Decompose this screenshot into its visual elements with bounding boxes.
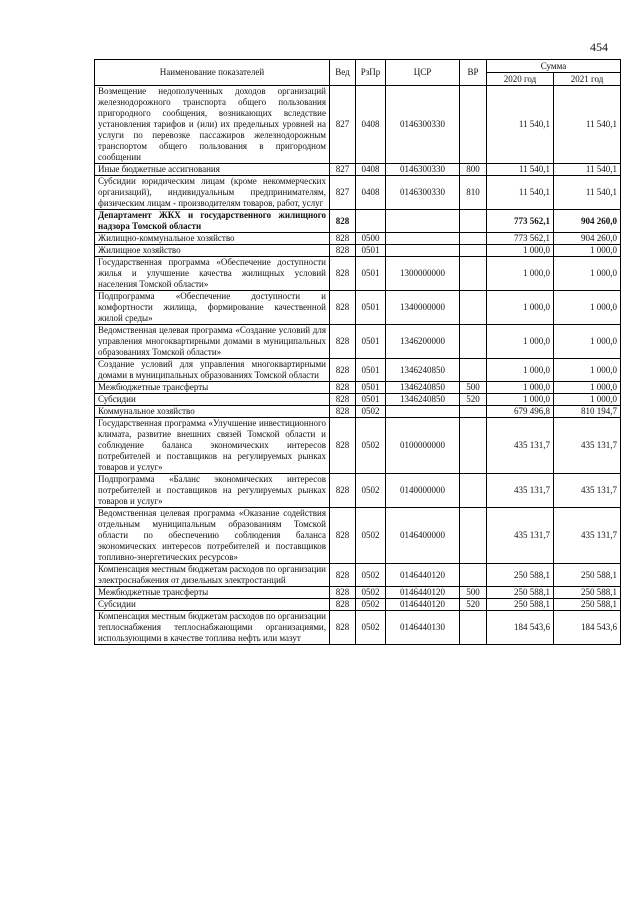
row-rzpr-cell: 0502 bbox=[356, 611, 386, 645]
row-2020-cell: 435 131,7 bbox=[487, 508, 554, 564]
row-2021-cell: 250 588,1 bbox=[554, 599, 621, 611]
row-csr-cell: 0146440120 bbox=[386, 587, 460, 599]
row-2020-cell: 250 588,1 bbox=[487, 599, 554, 611]
row-2021-cell: 1 000,0 bbox=[554, 359, 621, 382]
row-rzpr-cell: 0502 bbox=[356, 599, 386, 611]
row-vr-cell: 500 bbox=[460, 382, 487, 394]
table-row bbox=[95, 474, 621, 508]
header-2020: 2020 год bbox=[487, 73, 554, 86]
row-name-cell: Возмещение недополученных доходов организаций железнодорожного транспорта общего пользования пригородного сообщения, возникающих вследствие установления тарифов и (или) их предельных уровней на услуги по перевозке пассажиров железнодорожным транспортом общего пользования в пригородном сообщении bbox=[95, 86, 330, 164]
table-body bbox=[95, 86, 621, 645]
row-ved-cell: 828 bbox=[330, 382, 356, 394]
row-csr-cell: 0146440130 bbox=[386, 611, 460, 645]
row-ved-cell: 828 bbox=[330, 291, 356, 325]
row-ved-cell: 827 bbox=[330, 86, 356, 164]
row-csr-cell: 0146300330 bbox=[386, 86, 460, 164]
row-rzpr-cell: 0501 bbox=[356, 257, 386, 291]
row-vr-cell bbox=[460, 245, 487, 257]
table-row bbox=[95, 508, 621, 564]
row-2020-cell: 250 588,1 bbox=[487, 564, 554, 587]
row-ved-cell: 828 bbox=[330, 325, 356, 359]
row-vr-cell: 500 bbox=[460, 587, 487, 599]
row-2021-cell: 435 131,7 bbox=[554, 418, 621, 474]
row-csr-cell: 0146300330 bbox=[386, 176, 460, 210]
row-rzpr-cell: 0408 bbox=[356, 176, 386, 210]
row-2021-cell: 435 131,7 bbox=[554, 474, 621, 508]
row-2021-cell: 435 131,7 bbox=[554, 508, 621, 564]
row-csr-cell: 1346240850 bbox=[386, 382, 460, 394]
header-csr: ЦСР bbox=[386, 60, 460, 86]
header-rzpr: РзПр bbox=[356, 60, 386, 86]
row-vr-cell bbox=[460, 291, 487, 325]
row-rzpr-cell: 0502 bbox=[356, 474, 386, 508]
row-2021-cell: 810 194,7 bbox=[554, 406, 621, 418]
row-vr-cell bbox=[460, 418, 487, 474]
row-csr-cell: 0146440120 bbox=[386, 599, 460, 611]
row-2021-cell: 1 000,0 bbox=[554, 257, 621, 291]
row-name-cell: Ведомственная целевая программа «Создание условий для управления многоквартирными домами в муниципальных образованиях Томской области» bbox=[95, 325, 330, 359]
budget-table bbox=[94, 59, 621, 645]
row-rzpr-cell: 0408 bbox=[356, 86, 386, 164]
row-name-cell: Департамент ЖКХ и государственного жилищного надзора Томской области bbox=[95, 210, 330, 233]
row-csr-cell: 1346240850 bbox=[386, 394, 460, 406]
row-csr-cell: 0146400000 bbox=[386, 508, 460, 564]
row-csr-cell: 1300000000 bbox=[386, 257, 460, 291]
row-vr-cell bbox=[460, 611, 487, 645]
row-name-cell: Межбюджетные трансферты bbox=[95, 587, 330, 599]
row-csr-cell: 1346200000 bbox=[386, 325, 460, 359]
row-rzpr-cell: 0501 bbox=[356, 394, 386, 406]
table-row bbox=[95, 86, 621, 164]
row-2021-cell: 1 000,0 bbox=[554, 382, 621, 394]
header-sum: Сумма bbox=[487, 60, 621, 73]
row-2020-cell: 250 588,1 bbox=[487, 587, 554, 599]
row-csr-cell bbox=[386, 245, 460, 257]
table-row bbox=[95, 325, 621, 359]
row-rzpr-cell: 0500 bbox=[356, 233, 386, 245]
row-vr-cell bbox=[460, 474, 487, 508]
row-rzpr-cell: 0502 bbox=[356, 406, 386, 418]
row-ved-cell: 828 bbox=[330, 233, 356, 245]
row-vr-cell: 810 bbox=[460, 176, 487, 210]
row-csr-cell: 0146300330 bbox=[386, 164, 460, 176]
table-row bbox=[95, 176, 621, 210]
row-ved-cell: 828 bbox=[330, 359, 356, 382]
table-row bbox=[95, 587, 621, 599]
row-2021-cell: 1 000,0 bbox=[554, 394, 621, 406]
row-ved-cell: 827 bbox=[330, 164, 356, 176]
row-rzpr-cell: 0501 bbox=[356, 325, 386, 359]
row-2020-cell: 1 000,0 bbox=[487, 245, 554, 257]
table-row bbox=[95, 257, 621, 291]
row-2020-cell: 679 496,8 bbox=[487, 406, 554, 418]
row-csr-cell bbox=[386, 210, 460, 233]
row-name-cell: Государственная программа «Улучшение инвестиционного климата, развитие внешних связей Томской области и соблюдение баланса экономических интересов потребителей и поставщиков на регулируемых рынках товаров и услуг» bbox=[95, 418, 330, 474]
header-name: Наименование показателей bbox=[95, 60, 330, 86]
row-vr-cell bbox=[460, 86, 487, 164]
table-row bbox=[95, 210, 621, 233]
row-name-cell: Подпрограмма «Обеспечение доступности и комфортности жилища, формирование качественной жилой среды» bbox=[95, 291, 330, 325]
row-name-cell: Компенсация местным бюджетам расходов по организации электроснабжения от дизельных электростанций bbox=[95, 564, 330, 587]
row-2020-cell: 773 562,1 bbox=[487, 210, 554, 233]
row-name-cell: Государственная программа «Обеспечение доступности жилья и улучшение качества жилищных условий населения Томской области» bbox=[95, 257, 330, 291]
row-rzpr-cell: 0502 bbox=[356, 508, 386, 564]
header-ved: Вед bbox=[330, 60, 356, 86]
table-row bbox=[95, 406, 621, 418]
table-row bbox=[95, 611, 621, 645]
row-ved-cell: 828 bbox=[330, 611, 356, 645]
row-2020-cell: 1 000,0 bbox=[487, 257, 554, 291]
row-vr-cell bbox=[460, 233, 487, 245]
row-2020-cell: 11 540,1 bbox=[487, 176, 554, 210]
row-vr-cell: 800 bbox=[460, 164, 487, 176]
row-csr-cell: 0140000000 bbox=[386, 474, 460, 508]
table-row bbox=[95, 164, 621, 176]
row-ved-cell: 828 bbox=[330, 406, 356, 418]
row-vr-cell bbox=[460, 325, 487, 359]
row-csr-cell: 0100000000 bbox=[386, 418, 460, 474]
row-vr-cell bbox=[460, 508, 487, 564]
row-name-cell: Компенсация местным бюджетам расходов по организации теплоснабжения теплоснабжающими организациями, использующими в качестве топлива нефть или мазут bbox=[95, 611, 330, 645]
row-vr-cell bbox=[460, 257, 487, 291]
row-ved-cell: 828 bbox=[330, 257, 356, 291]
row-2020-cell: 1 000,0 bbox=[487, 394, 554, 406]
row-ved-cell: 828 bbox=[330, 587, 356, 599]
row-rzpr-cell: 0501 bbox=[356, 291, 386, 325]
table-row bbox=[95, 564, 621, 587]
row-csr-cell bbox=[386, 233, 460, 245]
row-vr-cell bbox=[460, 406, 487, 418]
table-row bbox=[95, 359, 621, 382]
row-ved-cell: 828 bbox=[330, 474, 356, 508]
row-rzpr-cell: 0501 bbox=[356, 359, 386, 382]
row-vr-cell bbox=[460, 210, 487, 233]
row-name-cell: Коммунальное хозяйство bbox=[95, 406, 330, 418]
row-2021-cell: 1 000,0 bbox=[554, 325, 621, 359]
row-rzpr-cell bbox=[356, 210, 386, 233]
row-2021-cell: 250 588,1 bbox=[554, 587, 621, 599]
row-vr-cell bbox=[460, 359, 487, 382]
row-2021-cell: 11 540,1 bbox=[554, 86, 621, 164]
row-ved-cell: 827 bbox=[330, 176, 356, 210]
row-csr-cell: 1346240850 bbox=[386, 359, 460, 382]
row-csr-cell: 1340000000 bbox=[386, 291, 460, 325]
row-rzpr-cell: 0502 bbox=[356, 418, 386, 474]
row-name-cell: Субсидии юридическим лицам (кроме некоммерческих организаций), индивидуальным предпринимателям, физическим лицам - производителям товаров, работ, услуг bbox=[95, 176, 330, 210]
row-2021-cell: 11 540,1 bbox=[554, 176, 621, 210]
table-row bbox=[95, 418, 621, 474]
table-row bbox=[95, 245, 621, 257]
header-vr: ВР bbox=[460, 60, 487, 86]
row-name-cell: Жилищное хозяйство bbox=[95, 245, 330, 257]
table-row bbox=[95, 382, 621, 394]
table-header bbox=[95, 60, 621, 86]
row-2020-cell: 435 131,7 bbox=[487, 418, 554, 474]
table-row bbox=[95, 291, 621, 325]
row-csr-cell bbox=[386, 406, 460, 418]
row-2021-cell: 904 260,0 bbox=[554, 210, 621, 233]
row-2020-cell: 1 000,0 bbox=[487, 325, 554, 359]
row-2021-cell: 11 540,1 bbox=[554, 164, 621, 176]
row-csr-cell: 0146440120 bbox=[386, 564, 460, 587]
row-name-cell: Подпрограмма «Баланс экономических интересов потребителей и поставщиков на регулируемых рынках товаров и услуг» bbox=[95, 474, 330, 508]
row-name-cell: Жилищно-коммунальное хозяйство bbox=[95, 233, 330, 245]
table-row bbox=[95, 599, 621, 611]
row-name-cell: Межбюджетные трансферты bbox=[95, 382, 330, 394]
row-2021-cell: 250 588,1 bbox=[554, 564, 621, 587]
header-2021: 2021 год bbox=[554, 73, 621, 86]
row-rzpr-cell: 0502 bbox=[356, 587, 386, 599]
row-ved-cell: 828 bbox=[330, 394, 356, 406]
row-rzpr-cell: 0502 bbox=[356, 564, 386, 587]
row-2020-cell: 1 000,0 bbox=[487, 291, 554, 325]
row-ved-cell: 828 bbox=[330, 508, 356, 564]
row-2021-cell: 184 543,6 bbox=[554, 611, 621, 645]
row-vr-cell: 520 bbox=[460, 394, 487, 406]
row-2021-cell: 1 000,0 bbox=[554, 245, 621, 257]
row-2020-cell: 1 000,0 bbox=[487, 382, 554, 394]
row-name-cell: Создание условий для управления многоквартирными домами в муниципальных образованиях Томской области bbox=[95, 359, 330, 382]
row-vr-cell: 520 bbox=[460, 599, 487, 611]
row-2020-cell: 11 540,1 bbox=[487, 86, 554, 164]
row-2021-cell: 1 000,0 bbox=[554, 291, 621, 325]
row-name-cell: Субсидии bbox=[95, 599, 330, 611]
table-row bbox=[95, 394, 621, 406]
row-ved-cell: 828 bbox=[330, 564, 356, 587]
row-name-cell: Субсидии bbox=[95, 394, 330, 406]
row-name-cell: Иные бюджетные ассигнования bbox=[95, 164, 330, 176]
row-rzpr-cell: 0501 bbox=[356, 245, 386, 257]
row-2020-cell: 1 000,0 bbox=[487, 359, 554, 382]
row-ved-cell: 828 bbox=[330, 599, 356, 611]
table-row bbox=[95, 233, 621, 245]
row-ved-cell: 828 bbox=[330, 418, 356, 474]
page-number: 454 bbox=[590, 40, 608, 54]
row-2020-cell: 11 540,1 bbox=[487, 164, 554, 176]
row-vr-cell bbox=[460, 564, 487, 587]
row-rzpr-cell: 0501 bbox=[356, 382, 386, 394]
row-2020-cell: 184 543,6 bbox=[487, 611, 554, 645]
row-2021-cell: 904 260,0 bbox=[554, 233, 621, 245]
row-2020-cell: 435 131,7 bbox=[487, 474, 554, 508]
row-name-cell: Ведомственная целевая программа «Оказание содействия отдельным муниципальным образованиям Томской области по обеспечению соблюдения баланса экономических интересов потребителей и поставщиков топливно-энергетических ресурсов» bbox=[95, 508, 330, 564]
row-2020-cell: 773 562,1 bbox=[487, 233, 554, 245]
row-ved-cell: 828 bbox=[330, 245, 356, 257]
row-ved-cell: 828 bbox=[330, 210, 356, 233]
row-rzpr-cell: 0408 bbox=[356, 164, 386, 176]
